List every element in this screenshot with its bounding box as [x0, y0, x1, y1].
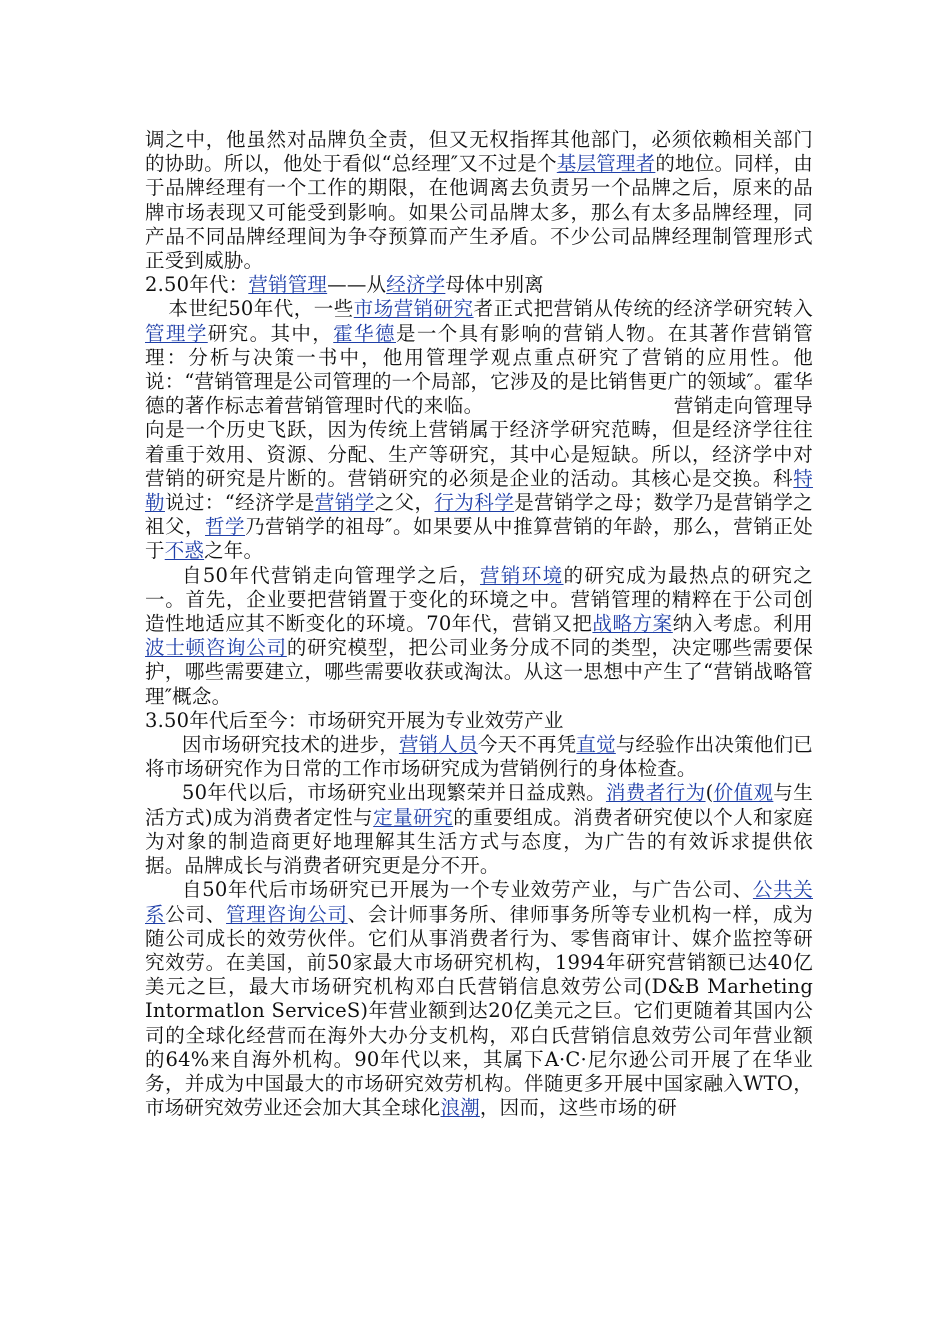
paragraph-brand-manager: [145, 128, 813, 273]
text-run: ——从: [327, 273, 387, 297]
hyperlink[interactable]: 不惑: [164, 539, 205, 563]
hyperlink[interactable]: 营销管理: [248, 273, 328, 297]
text-run: 50年代以后，市场研究业出现繁荣并日益成熟。: [182, 781, 606, 805]
hyperlink[interactable]: 市场营销研究: [353, 297, 474, 321]
text-run: 说过：“经济学是: [164, 491, 315, 515]
text-run: 是营销学之母；数学乃是营销学之祖父，: [145, 491, 813, 539]
text-run: 之父，: [374, 491, 435, 515]
text-run: 之年。: [204, 539, 264, 563]
text-run: 研究。其中，: [207, 321, 334, 345]
hyperlink[interactable]: 基层管理者: [556, 152, 656, 176]
hyperlink[interactable]: 管理学: [145, 321, 208, 345]
text-run: (: [705, 781, 714, 805]
text-run: 今天不再凭: [477, 733, 577, 757]
section-heading-market-research: [145, 709, 813, 733]
text-run: 乃营销学的祖母″。如果要从中推算营销的年龄，那么，营销正处于: [145, 515, 813, 563]
hyperlink[interactable]: 波士顿咨询公司: [145, 636, 287, 660]
text-run: 调之中，他虽然对品牌负全责，但又无权指挥其他部门，必须依赖相关部门的协助。所以，他处于看似“总经理″又不过是个: [145, 128, 813, 176]
hyperlink[interactable]: 行为科学: [434, 491, 515, 515]
text-run: 与生活方式)成为消费者定性与: [145, 781, 813, 829]
text-run: 者正式把营销从传统的经济学研究转入: [473, 297, 814, 321]
hyperlink[interactable]: 价值观: [713, 781, 774, 805]
hyperlink[interactable]: 直觉: [576, 733, 616, 757]
text-run: 是一个具有影响的营销人物。在其著作营销管理：分析与决策一书中，他用管理学观点重点研究了营销的应用性。他说：“营销管理是公司管理的一个局部，它涉及的是比销售更广的领域″。霍华德的著作标志着营销管理时代的来临。: [145, 321, 814, 418]
text-run: 2.50年代：: [145, 273, 249, 297]
text-run: 3.50年代后至今：市场研究开展为专业效劳产业: [145, 708, 564, 732]
hyperlink[interactable]: 公共关系: [145, 878, 813, 926]
paragraph-research-technology: [145, 733, 813, 781]
text-run: 自50年代营销走向管理学之后，: [182, 563, 480, 587]
text-run: 母体中别离: [445, 273, 544, 297]
text-run: 的研究模型，把公司业务分成不同的类型，决定哪些需要保护，哪些需要建立，哪些需要收获或淘汰。从这一思想中产生了“营销战略管理″概念。: [145, 636, 814, 708]
paragraph-research-industry: [145, 878, 813, 1120]
text-run: 的研究成为最热点的研究之一。首先，企业要把营销置于变化的环境之中。营销管理的精粹在于公司创造性地适应其不断变化的环境。70年代，营销又把: [145, 563, 813, 636]
hyperlink[interactable]: 战略方案: [592, 612, 673, 636]
hyperlink[interactable]: 哲学: [205, 515, 246, 539]
text-run: 的重要组成。消费者研究使以个人和家庭为对象的制造商更好地理解其生活方式与态度，为广告的有效诉求提供依据。品牌成长与消费者研究更是分不开。: [145, 805, 813, 878]
hyperlink[interactable]: 营销环境: [479, 563, 564, 587]
hyperlink[interactable]: 霍华德: [333, 321, 396, 345]
hyperlink[interactable]: 浪潮: [440, 1096, 480, 1120]
paragraph-marketing-environment: [145, 564, 813, 709]
hyperlink[interactable]: 管理咨询公司: [226, 902, 348, 926]
hyperlink[interactable]: 定量研究: [373, 805, 454, 829]
hyperlink[interactable]: 营销学: [314, 491, 375, 515]
paragraph-marketing-management: [145, 297, 813, 563]
text-run: 营销走向管理导向是一个历史飞跃，因为传统上营销属于经济学研究范畴，但是经济学往往着重于效用、资源、分配、生产等研究，其中心是短缺。所以，经济学中对营销的研究是片断的。营销研究的必须是企业的活动。其核心是交换。科: [145, 394, 813, 490]
text-run: 自50年代后市场研究已开展为一个专业效劳产业，与广告公司、: [182, 878, 753, 902]
text-run: 的地位。同样，由于品牌经理有一个工作的期限，在他调离去负责另一个品牌之后，原来的品牌市场表现又可能受到影响。如果公司品牌太多，那么有太多品牌经理，同产品不同品牌经理间为争夺预算而产生矛盾。不少公司品牌经理制管理形式正受到威胁。: [145, 152, 813, 273]
hyperlink[interactable]: 特勒: [145, 466, 813, 515]
text-run: 本世纪50年代，一些: [168, 297, 354, 321]
text-run: 纳入考虑。利用: [672, 612, 813, 636]
text-run: 、会计师事务所、律师事务所等专业机构一样，成为随公司成长的效劳伙伴。它们从事消费者行为、零售商审计、媒介监控等研究效劳。在美国，前50家最大市场研究机构，1994年研究营销额已达40亿美元之巨，最大市场研究机构邓白氏营销信息效劳公司(D&B Marheting Intormatlon ServiceS)年营业额到达20亿美元之巨。它们更随着其国内公司的全球化经营而在海外大办分支机构，邓白氏营销信息效劳公司年营业额的64%来自海外机构。90年代以来，其属下A·C·尼尔逊公司开展了在华业务，并成为中国最大的市场研究效劳机构。伴随更多开展中国家融入WTO，市场研究效劳业还会加大其全球化: [145, 902, 813, 1120]
text-run: 与经验作出决策他们已将市场研究作为日常的工作市场研究成为营销例行的身体检查。: [145, 733, 813, 781]
hyperlink[interactable]: 经济学: [386, 273, 446, 297]
section-heading-marketing-management: [145, 273, 813, 297]
text-run: 因市场研究技术的进步，: [182, 733, 399, 757]
hyperlink[interactable]: 营销人员: [398, 733, 478, 757]
hyperlink[interactable]: 消费者行为: [605, 781, 706, 805]
document-page: [145, 128, 813, 1120]
text-run: ，因而，这些市场的研: [479, 1096, 677, 1120]
paragraph-consumer-research: [145, 781, 813, 878]
text-run: 公司、: [165, 902, 227, 926]
